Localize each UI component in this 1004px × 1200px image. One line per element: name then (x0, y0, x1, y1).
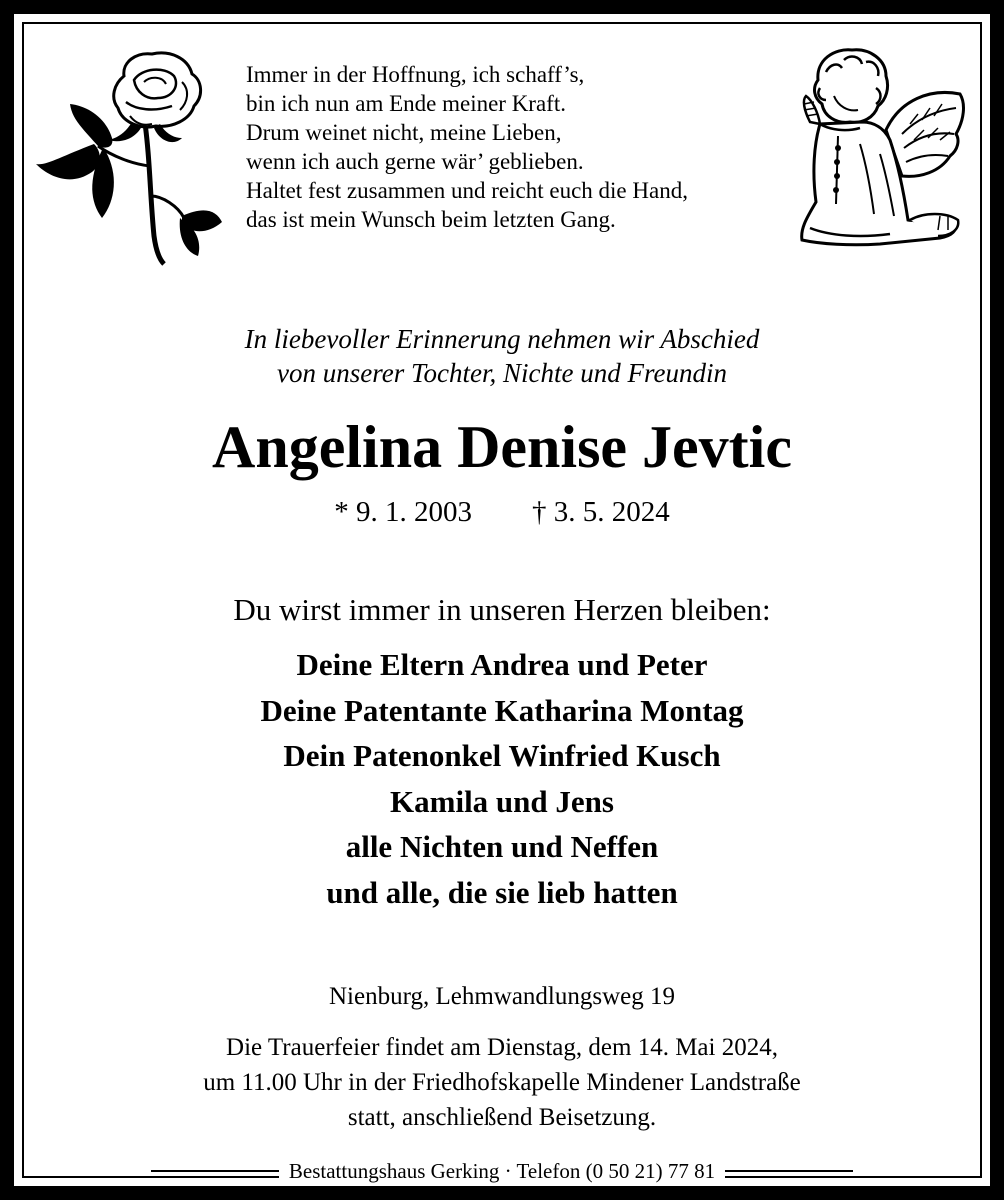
poem-line: wenn ich auch gerne wär’ geblieben. (246, 149, 584, 174)
death-date: † 3. 5. 2024 (532, 496, 670, 528)
praying-angel-icon (790, 44, 970, 254)
footer (40, 1156, 964, 1186)
footer-rule-right (725, 1170, 853, 1172)
intro-text (40, 322, 964, 390)
mourner-line: Kamila und Jens (390, 783, 614, 819)
ceremony-line: statt, anschließend Beisetzung. (347, 1104, 657, 1131)
poem-line: Immer in der Hoffnung, ich schaff’s, (246, 62, 585, 87)
poem-line: Drum weinet nicht, meine Lieben, (246, 120, 562, 145)
mourner-line: alle Nichten und Neffen (345, 829, 659, 865)
poem-block (246, 60, 786, 234)
poem-line: das ist mein Wunsch beim letzten Gang. (246, 207, 616, 232)
mourner-line: Deine Patentante Katharina Montag (260, 692, 744, 728)
funeral-home-info: Bestattungshaus Gerking · Telefon (0 50 21) 77 81 (279, 1159, 725, 1184)
mourner-line: und alle, die sie lieb hatten (326, 874, 678, 910)
deceased-name: Angelina Denise Jevtic (212, 414, 792, 480)
birth-date: * 9. 1. 2003 (334, 496, 472, 528)
rose-icon (32, 46, 222, 266)
life-dates (40, 494, 964, 530)
ceremony-info (40, 1030, 964, 1135)
farewell-line: Du wirst immer in unseren Herzen bleiben: (233, 592, 771, 627)
poem-line: Haltet fest zusammen und reicht euch die Hand, (246, 178, 688, 203)
intro-line: In liebevoller Erinnerung nehmen wir Abschied (244, 324, 760, 354)
mourner-line: Deine Eltern Andrea und Peter (296, 647, 708, 682)
intro-line: von unserer Tochter, Nichte und Freundin (277, 358, 727, 388)
ceremony-line: Die Trauerfeier findet am Dienstag, dem 14. Mai 2024, (226, 1034, 778, 1061)
address: Nienburg, Lehmwandlungsweg 19 (328, 983, 675, 1010)
mourners-list (40, 642, 964, 916)
mourner-line: Dein Patenonkel Winfried Kusch (283, 738, 721, 774)
footer-rule-left (151, 1170, 279, 1172)
poem-line: bin ich nun am Ende meiner Kraft. (246, 91, 566, 116)
ceremony-line: um 11.00 Uhr in der Friedhofskapelle Mindener Landstraße (203, 1069, 801, 1096)
